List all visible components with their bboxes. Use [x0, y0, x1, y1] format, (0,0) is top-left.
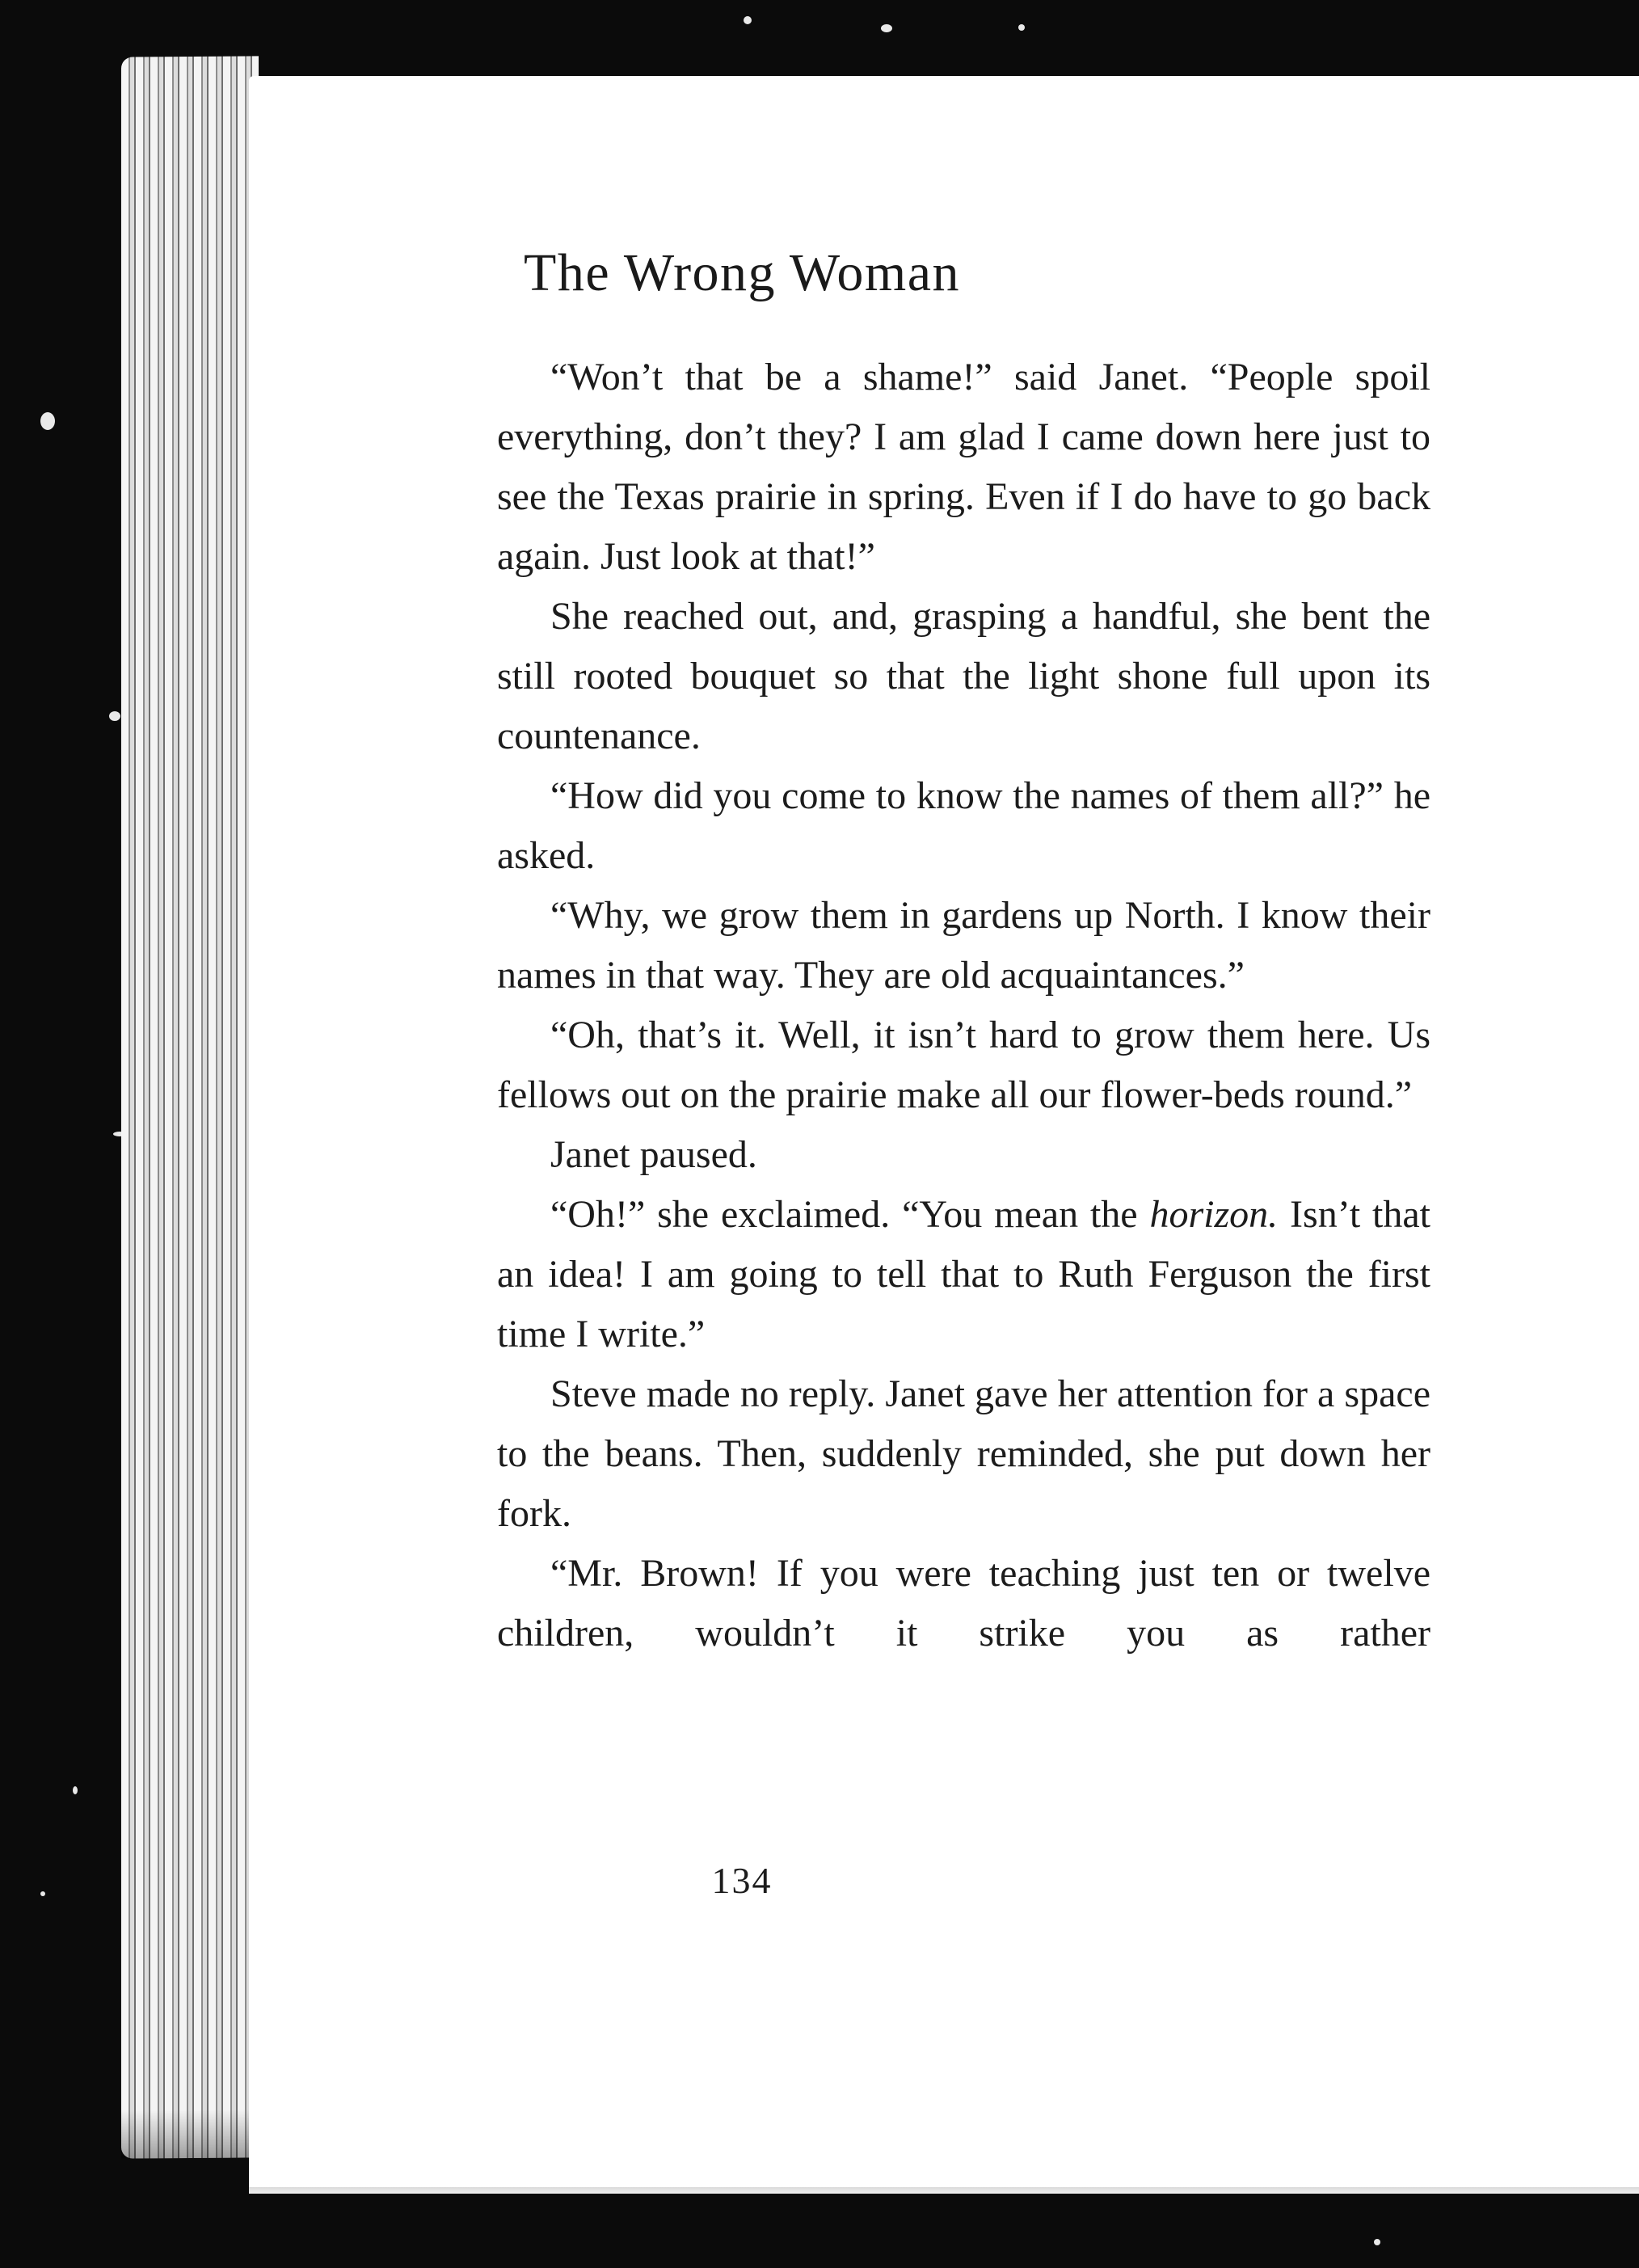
paragraph: “Oh, that’s it. Well, it isn’t hard to grow them here. Us fellows out on the prairie make all our flower-beds round.”: [497, 1014, 1430, 1116]
paragraph: She reached out, and, grasping a handful, she bent the still rooted bouquet so that the light shone full upon its countenance.: [497, 595, 1430, 757]
paragraph: “How did you come to know the names of them all?” he asked.: [497, 774, 1430, 877]
paragraph: Steve made no reply. Janet gave her attention for a space to the beans. Then, suddenly reminded, she put down her fork.: [497, 1372, 1430, 1535]
scan-speck: [1018, 24, 1025, 31]
italic-word: horizon.: [1149, 1193, 1279, 1236]
scan-speck: [40, 1891, 45, 1896]
paragraph: [497, 1185, 1430, 1364]
scan-speck: [109, 711, 120, 721]
paragraph: “Won’t that be a shame!” said Janet. “People spoil everything, don’t they? I am glad I came down here just to see the Texas prairie in spring. Even if I do have to go back again. Just look at that!”: [497, 356, 1430, 578]
paragraph: “Why, we grow them in gardens up North. I know their names in that way. They are old acquaintances.”: [497, 894, 1430, 997]
page-number: 134: [711, 1860, 773, 1901]
paragraph-segment: “Oh!” she exclaimed. “You mean the: [550, 1193, 1150, 1236]
scan-speck: [744, 16, 752, 24]
paragraph: Janet paused.: [550, 1133, 757, 1176]
scan-speck: [1374, 2239, 1380, 2245]
page-bottom-shadow: [249, 2187, 1639, 2197]
scan-speck: [73, 1786, 78, 1794]
paragraph-segment: Isn’t that an idea! I am going to tell that to Ruth Ferguson the first time I write.”: [497, 1193, 1431, 1355]
running-head: The Wrong Woman: [524, 243, 960, 302]
body-text: [497, 348, 1430, 1663]
scan-speck: [40, 412, 55, 430]
scan-speck: [881, 24, 892, 32]
paragraph: “Mr. Brown! If you were teaching just ten or twelve children, wouldn’t it strike you as rather: [497, 1552, 1430, 1655]
book-page-edges: [121, 56, 259, 2158]
